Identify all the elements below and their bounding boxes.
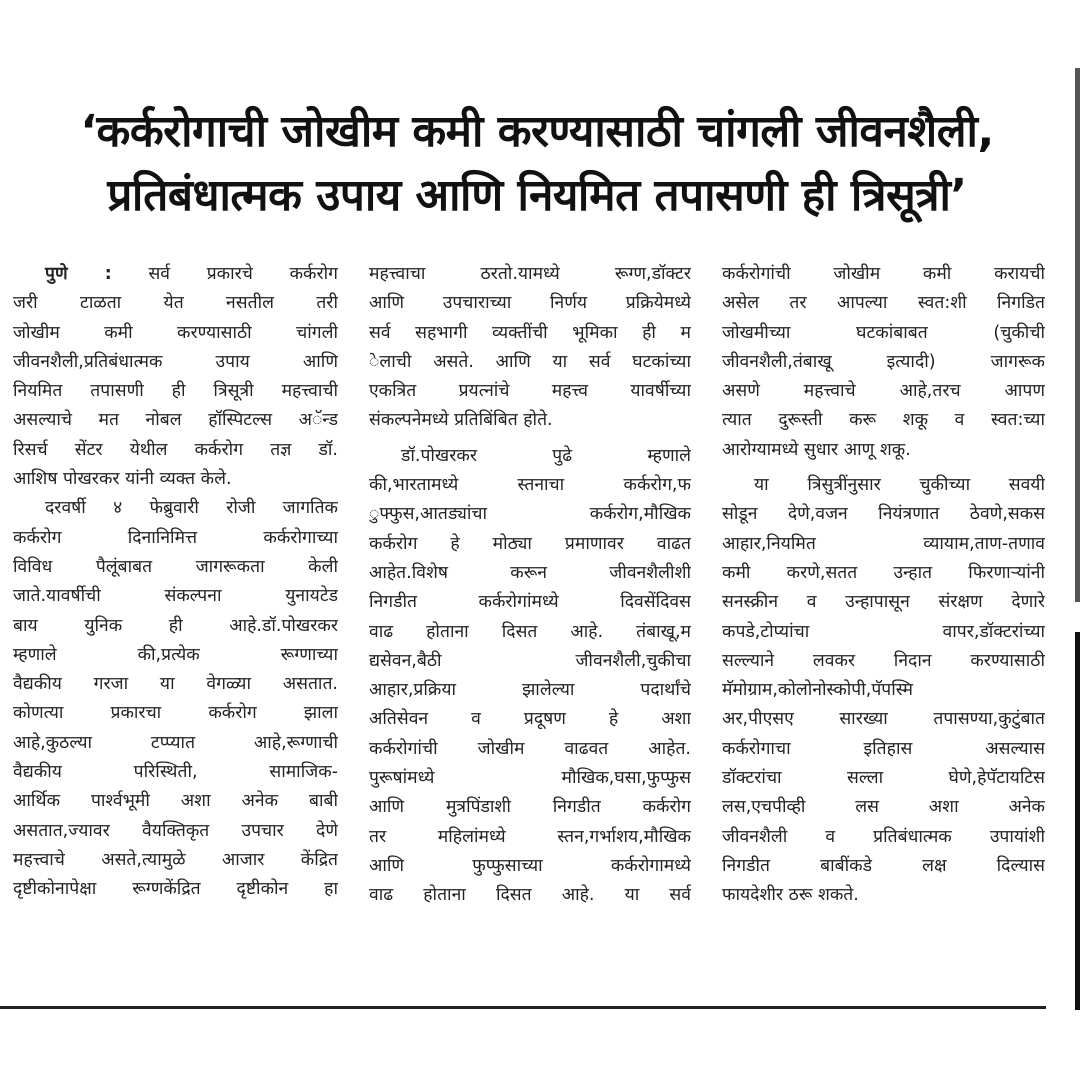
headline-line-2: प्रतिबंधात्मक उपाय आणि नियमित तपासणी ही त्रिसूत्री’ (107, 170, 967, 221)
text-line: कोणत्या प्रकारचा कर्करोग झाला (13, 703, 338, 724)
text-line: लस,एचपीव्ही लस अशा अनेक (722, 797, 1045, 818)
column-1 (13, 260, 338, 905)
text-line: सर्व सहभागी व्यक्तींची भूमिका ही म (369, 322, 691, 343)
text-line: की,भारतामध्ये स्तनाचा कर्करोग,फ (369, 475, 691, 496)
text-line: आर्थिक पार्श्वभूमी अशा अनेक बाबी (13, 791, 338, 812)
column-3 (722, 260, 1045, 911)
headline (22, 100, 1052, 228)
text-line: आहार,नियमित व्यायाम,ताण-तणाव (722, 533, 1045, 554)
text-line: निगडीत कर्करोगांमध्ये दिवसेंदिवस (369, 592, 691, 613)
text-line: महत्त्वाचे असते,त्यामुळे आजार केंद्रित (13, 849, 338, 870)
text-line: मॅमोग्राम,कोलोनोस्कोपी,पॅपस्मि (722, 680, 914, 701)
text-line: रिसर्च सेंटर येथील कर्करोग तज्ञ डॉ. (13, 439, 338, 460)
text-line: दृष्टीकोनापेक्षा रूग्णकेंद्रित दृष्टीकोन हा (13, 879, 338, 900)
text-line: कर्करोग हे मोठ्या प्रमाणावर वाढत (369, 533, 691, 554)
text-line: जीवनशैली,प्रतिबंधात्मक उपाय आणि (13, 351, 338, 372)
text-line: कर्करोगांची जोखीम कमी करायची (722, 264, 1045, 284)
text-line: वैद्यकीय परिस्थिती, सामाजिक- (13, 762, 338, 783)
text-line: आहार,प्रक्रिया झालेल्या पदार्थांचे (369, 680, 691, 701)
text-line: सोडून देणे,वजन नियंत्रणात ठेवणे,सकस (722, 504, 1045, 525)
text-line: अतिसेवन व प्रदूषण हे अशा (369, 709, 691, 730)
text-line: ेलाची असते. आणि या सर्व घटकांच्या (369, 351, 691, 372)
text-line: पुरूषांमध्ये मौखिक,घसा,फुप्फुस (369, 768, 691, 789)
text-line: म्हणाले की,प्रत्येक रूग्णाच्या (13, 644, 338, 665)
text-line: वैद्यकीय गरजा या वेगळ्या असतात. (13, 674, 338, 695)
text-line: जाते.यावर्षीची संकल्पना युनायटेड (13, 586, 338, 607)
text-line: त्यात दुरूस्ती करू शकू व स्वत:च्या (722, 410, 1045, 431)
text-line: द्यसेवन,बैठी जीवनशैली,चुकीचा (369, 650, 691, 671)
text-line: नियमित तपासणी ही त्रिसूत्री महत्त्वाची (13, 381, 338, 402)
text-line: डॉ.पोखरकर पुढे म्हणाले (401, 445, 691, 466)
text-line: कर्करोग दिनानिमित्त कर्करोगाच्या (13, 527, 338, 548)
text-line: जोखमीच्या घटकांबाबत (चुकीची (722, 322, 1045, 343)
text-line: कमी करणे,सतत उन्हात फिरणाऱ्यांनी (722, 562, 1045, 583)
text-line: कर्करोगांची जोखीम वाढवत आहेत. (369, 738, 691, 759)
adjacent-clipping-edge-bottom (1075, 632, 1080, 1010)
headline-line-1: ‘कर्करोगाची जोखीम कमी करण्यासाठी चांगली जीवनशैली, (80, 106, 994, 157)
article-body (0, 260, 1080, 980)
text-line: आणि फुप्फुसाच्या कर्करोगामध्ये (369, 855, 691, 876)
text-line: कपडे,टोप्यांचा वापर,डॉक्टरांच्या (722, 621, 1045, 642)
bottom-rule-divider (0, 1006, 1046, 1009)
text-line: या त्रिसुत्रींनुसार चुकीच्या सवयी (754, 475, 1045, 496)
text-line: ुफ्फुस,आतड्यांचा कर्करोग,मौखिक (369, 504, 691, 525)
adjacent-clipping-edge-top (1075, 68, 1080, 602)
text-line: असणे महत्त्वाचे आहे,तरच आपण (722, 381, 1045, 402)
text-line: विविध पैलूंबाबत जागरूकता केली (13, 556, 338, 577)
text-line: सल्ल्याने लवकर निदान करण्यासाठी (722, 650, 1045, 671)
text-line: दरवर्षी ४ फेब्रुवारी रोजी जागतिक (45, 498, 338, 519)
text-line: महत्त्वाचा ठरतो.यामध्ये रूग्ण,डॉक्टर (369, 264, 691, 284)
text-line: असतात,ज्यावर वैयक्तिकृत उपचार देणे (13, 820, 338, 841)
text-line: बाय युनिक ही आहे.डॉ.पोखरकर (13, 615, 338, 636)
text-line: जरी टाळता येत नसतील तरी (13, 293, 338, 314)
text-line: आहेत.विशेष करून जीवनशैलीशी (369, 562, 691, 583)
text-line: जोखीम कमी करण्यासाठी चांगली (13, 322, 338, 343)
text-line: असेल तर आपल्या स्वत:शी निगडित (722, 293, 1045, 314)
text-line: डॉक्टरांचा सल्ला घेणे,हेपॅटायटिस (722, 768, 1045, 789)
text-line: वाढ होताना दिसत आहे. तंबाखू,म (369, 621, 691, 642)
text-line: एकत्रित प्रयत्नांचे महत्त्व यावर्षीच्या (369, 381, 691, 402)
text-line: आहे,कुठल्या टप्प्यात आहे,रूग्णाची (13, 732, 338, 753)
text-line: तर महिलांमध्ये स्तन,गर्भाशय,मौखिक (369, 826, 691, 847)
text-line: जीवनशैली,तंबाखू इत्यादी) जागरूक (722, 351, 1045, 372)
column-2 (369, 260, 691, 911)
text-line: संकल्पनेमध्ये प्रतिबिंबित होते. (369, 410, 553, 431)
text-line: अर,पीएसए सारख्या तपासण्या,कुटुंबात (722, 709, 1045, 730)
text-line: आणि मुत्रपिंडाशी निगडीत कर्करोग (369, 797, 691, 818)
text-line: सनस्क्रीन व उन्हापासून संरक्षण देणारे (722, 592, 1045, 613)
text-line: असल्याचे मत नोबल हॉस्पिटल्स अॅन्ड (13, 410, 338, 431)
text-line: कर्करोगाचा इतिहास असल्यास (722, 738, 1045, 759)
text-line: आणि उपचाराच्या निर्णय प्रक्रियेमध्ये (369, 293, 691, 314)
dateline: पुणे : (45, 264, 112, 284)
text-line: आशिष पोखरकर यांनी व्यक्त केले. (13, 469, 232, 490)
text-line: फायदेशीर ठरू शकते. (722, 885, 859, 906)
text-line: वाढ होताना दिसत आहे. या सर्व (369, 885, 691, 906)
text-line: निगडीत बाबींकडे लक्ष दिल्यास (722, 855, 1045, 876)
text-line: जीवनशैली व प्रतिबंधात्मक उपायांशी (722, 826, 1045, 847)
text-line: पुणे : सर्व प्रकारचे कर्करोग (45, 264, 338, 284)
text-line: आरोग्यामध्ये सुधार आणू शकू. (722, 439, 911, 460)
